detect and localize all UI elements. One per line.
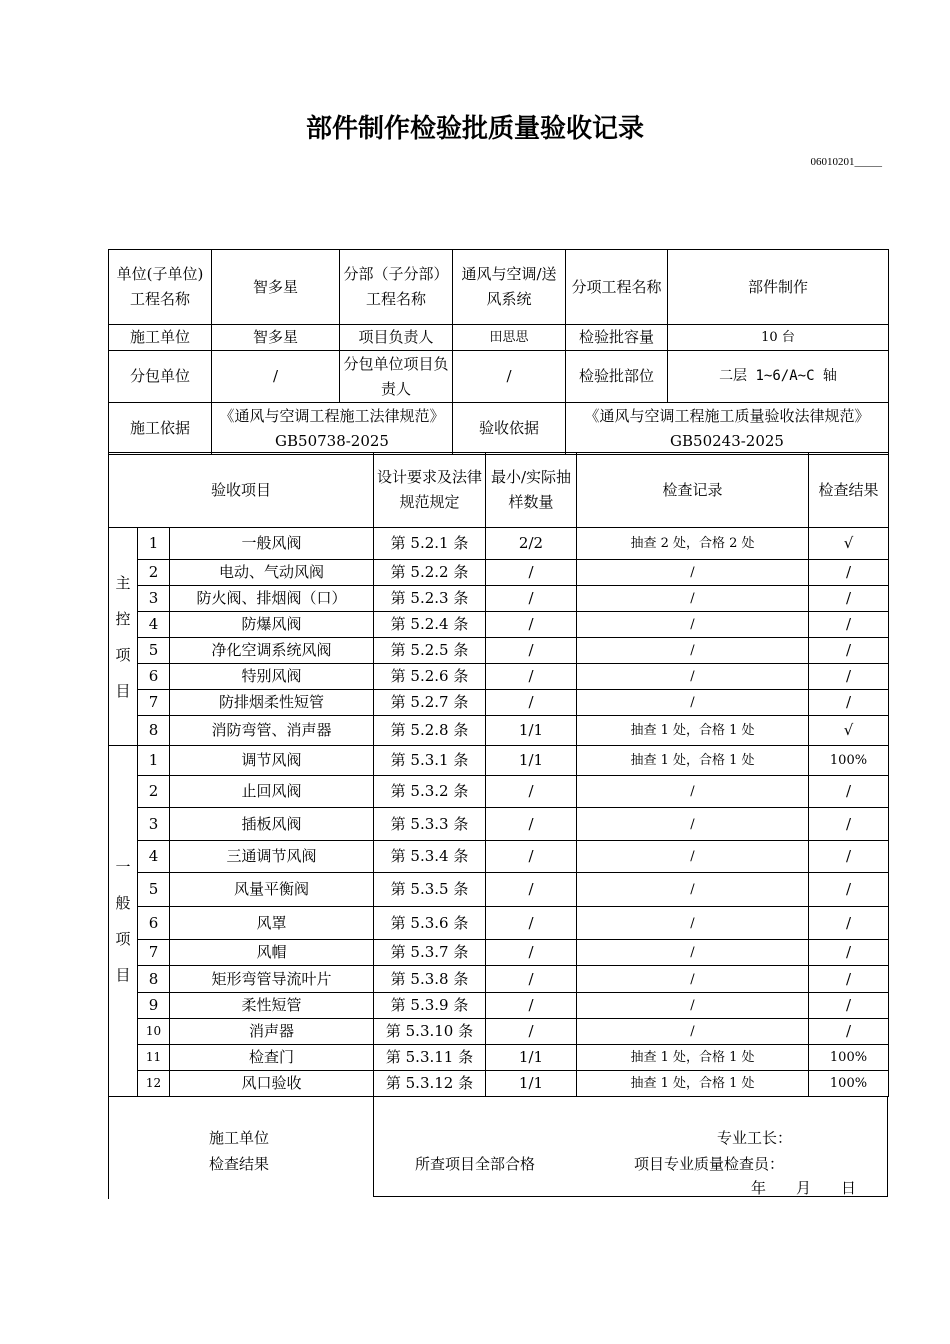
item-result: / (809, 776, 889, 808)
item-number: 12 (138, 1071, 170, 1097)
table-row (109, 873, 889, 907)
item-clause: 第 5.2.6 条 (374, 664, 486, 690)
item-result: / (809, 808, 889, 841)
table-row (109, 1071, 889, 1097)
item-record: / (577, 993, 809, 1019)
item-result: / (809, 940, 889, 966)
header-sample: 最小/实际抽样数量 (486, 453, 577, 528)
item-record: / (577, 841, 809, 873)
batch-capacity-value: 10 台 (668, 325, 889, 351)
item-sample: / (486, 612, 577, 638)
project-manager-label: 项目负责人 (340, 325, 453, 351)
item-number: 2 (138, 776, 170, 808)
item-record: / (577, 560, 809, 586)
batch-location-value: 二层 1~6/A~C 轴 (668, 351, 889, 403)
item-result: / (809, 612, 889, 638)
item-clause: 第 5.3.3 条 (374, 808, 486, 841)
item-sample: / (486, 1019, 577, 1045)
item-result: / (809, 841, 889, 873)
acceptance-basis-label: 验收依据 (453, 403, 566, 455)
item-number: 9 (138, 993, 170, 1019)
item-name: 调节风阀 (170, 746, 374, 776)
item-sample: 2/2 (486, 528, 577, 560)
item-record: 抽查 1 处，合格 1 处 (577, 746, 809, 776)
item-name: 防火阀、排烟阀（口） (170, 586, 374, 612)
item-sample: 1/1 (486, 746, 577, 776)
group-label-char: 项 (115, 930, 131, 948)
group-label-char: 主 (115, 573, 131, 592)
item-record: / (577, 907, 809, 940)
table-row (109, 1019, 889, 1045)
group-label-char: 目 (115, 966, 131, 984)
table-row (109, 716, 889, 746)
item-number: 2 (138, 560, 170, 586)
item-sample: / (486, 808, 577, 841)
inspection-table (108, 452, 889, 1097)
footer-label-cell (108, 1096, 374, 1199)
table-row (109, 808, 889, 841)
item-record: 抽查 1 处，合格 1 处 (577, 1045, 809, 1071)
subcontractor-label: 分包单位 (109, 351, 212, 403)
table-row (109, 1045, 889, 1071)
item-name: 止回风阀 (170, 776, 374, 808)
item-name: 特别风阀 (170, 664, 374, 690)
item-result: √ (809, 716, 889, 746)
footer-conclusion: 所查项目全部合格 (415, 1155, 536, 1173)
table-row (109, 746, 889, 776)
item-record: / (577, 638, 809, 664)
item-clause: 第 5.3.1 条 (374, 746, 486, 776)
item-sample: / (486, 586, 577, 612)
item-name: 柔性短管 (170, 993, 374, 1019)
item-clause: 第 5.3.11 条 (374, 1045, 486, 1071)
table-row (109, 841, 889, 873)
item-name: 三通调节风阀 (170, 841, 374, 873)
subitem-value: 部件制作 (668, 250, 889, 325)
item-clause: 第 5.2.2 条 (374, 560, 486, 586)
item-clause: 第 5.2.1 条 (374, 528, 486, 560)
item-number: 4 (138, 612, 170, 638)
date-label: 年 月 日 (751, 1179, 857, 1197)
item-clause: 第 5.3.9 条 (374, 993, 486, 1019)
item-record: / (577, 873, 809, 907)
item-record: / (577, 940, 809, 966)
item-name: 风口验收 (170, 1071, 374, 1097)
item-sample: 1/1 (486, 716, 577, 746)
item-sample: / (486, 993, 577, 1019)
item-number: 3 (138, 586, 170, 612)
item-name: 消声器 (170, 1019, 374, 1045)
footer-section (108, 1096, 888, 1198)
table-row (109, 560, 889, 586)
acceptance-basis-value: 《通风与空调工程施工质量验收法律规范》GB50243-2025 (566, 403, 889, 455)
item-result: 100% (809, 1071, 889, 1097)
item-record: / (577, 586, 809, 612)
subdivision-label: 分部（子分部）工程名称 (340, 250, 453, 325)
header-item: 验收项目 (109, 453, 374, 528)
project-manager-value: 田思思 (453, 325, 566, 351)
table-row (109, 638, 889, 664)
item-sample: / (486, 560, 577, 586)
item-sample: 1/1 (486, 1045, 577, 1071)
table-row (109, 940, 889, 966)
table-row (109, 966, 889, 993)
construction-basis-label: 施工依据 (109, 403, 212, 455)
item-result: / (809, 966, 889, 993)
item-number: 7 (138, 940, 170, 966)
item-number: 8 (138, 966, 170, 993)
footer-label-line2: 检查结果 (209, 1155, 270, 1173)
item-name: 矩形弯管导流叶片 (170, 966, 374, 993)
item-number: 6 (138, 664, 170, 690)
item-record: / (577, 966, 809, 993)
item-number: 7 (138, 690, 170, 716)
contractor-label: 施工单位 (109, 325, 212, 351)
item-result: / (809, 586, 889, 612)
construction-basis-value: 《通风与空调工程施工法律规范》GB50738-2025 (212, 403, 453, 455)
item-name: 防爆风阀 (170, 612, 374, 638)
item-sample: / (486, 940, 577, 966)
subcontractor-pm-label: 分包单位项目负责人 (340, 351, 453, 403)
item-number: 1 (138, 746, 170, 776)
item-clause: 第 5.3.2 条 (374, 776, 486, 808)
header-result: 检查结果 (809, 453, 889, 528)
item-record: / (577, 808, 809, 841)
item-record: / (577, 1019, 809, 1045)
table-row (109, 776, 889, 808)
item-record: / (577, 664, 809, 690)
item-record: / (577, 612, 809, 638)
item-name: 消防弯管、消声器 (170, 716, 374, 746)
item-record: 抽查 1 处，合格 1 处 (577, 1071, 809, 1097)
item-result: / (809, 638, 889, 664)
subcontractor-value: / (212, 351, 340, 403)
item-record: 抽查 1 处，合格 1 处 (577, 716, 809, 746)
table-row (109, 612, 889, 638)
table-row (109, 528, 889, 560)
item-result: / (809, 690, 889, 716)
item-clause: 第 5.2.7 条 (374, 690, 486, 716)
item-clause: 第 5.3.7 条 (374, 940, 486, 966)
main-control-group-label (109, 528, 138, 746)
item-sample: / (486, 873, 577, 907)
group-label-char: 目 (115, 681, 131, 700)
item-sample: / (486, 907, 577, 940)
inspector-label: 项目专业质量检查员： (634, 1155, 785, 1173)
item-record: / (577, 776, 809, 808)
group-label-char: 一 (115, 858, 131, 876)
item-sample: / (486, 664, 577, 690)
item-clause: 第 5.3.12 条 (374, 1071, 486, 1097)
unit-value: 智多星 (212, 250, 340, 325)
table-row (109, 690, 889, 716)
item-clause: 第 5.2.5 条 (374, 638, 486, 664)
item-result: √ (809, 528, 889, 560)
subitem-label: 分项工程名称 (566, 250, 668, 325)
item-sample: 1/1 (486, 1071, 577, 1097)
item-clause: 第 5.3.5 条 (374, 873, 486, 907)
item-sample: / (486, 966, 577, 993)
item-name: 检查门 (170, 1045, 374, 1071)
item-clause: 第 5.2.8 条 (374, 716, 486, 746)
item-clause: 第 5.3.6 条 (374, 907, 486, 940)
item-name: 插板风阀 (170, 808, 374, 841)
item-clause: 第 5.3.10 条 (374, 1019, 486, 1045)
contractor-value: 智多星 (212, 325, 340, 351)
item-clause: 第 5.2.4 条 (374, 612, 486, 638)
item-result: 100% (809, 746, 889, 776)
item-result: / (809, 907, 889, 940)
table-row (109, 993, 889, 1019)
item-number: 5 (138, 873, 170, 907)
subdivision-value: 通风与空调/送风系统 (453, 250, 566, 325)
batch-capacity-label: 检验批容量 (566, 325, 668, 351)
batch-location-label: 检验批部位 (566, 351, 668, 403)
item-clause: 第 5.3.8 条 (374, 966, 486, 993)
item-result: 100% (809, 1045, 889, 1071)
info-table (108, 249, 889, 455)
group-label-char: 般 (115, 894, 131, 912)
item-name: 一般风阀 (170, 528, 374, 560)
document-code: 06010201_____ (810, 156, 882, 168)
item-number: 8 (138, 716, 170, 746)
item-number: 1 (138, 528, 170, 560)
table-row (109, 664, 889, 690)
item-sample: / (486, 690, 577, 716)
header-record: 检查记录 (577, 453, 809, 528)
item-number: 6 (138, 907, 170, 940)
item-number: 5 (138, 638, 170, 664)
item-record: 抽查 2 处，合格 2 处 (577, 528, 809, 560)
group-label-char: 控 (115, 609, 131, 628)
group-label-char: 项 (115, 645, 131, 664)
table-row (109, 907, 889, 940)
item-number: 4 (138, 841, 170, 873)
item-result: / (809, 1019, 889, 1045)
item-sample: / (486, 638, 577, 664)
item-sample: / (486, 776, 577, 808)
item-name: 防排烟柔性短管 (170, 690, 374, 716)
item-number: 3 (138, 808, 170, 841)
item-result: / (809, 664, 889, 690)
item-name: 风量平衡阀 (170, 873, 374, 907)
footer-content-cell (373, 1096, 888, 1197)
unit-label: 单位(子单位)工程名称 (109, 250, 212, 325)
foreman-label: 专业工长： (717, 1129, 793, 1147)
item-name: 净化空调系统风阀 (170, 638, 374, 664)
item-result: / (809, 993, 889, 1019)
header-design: 设计要求及法律规范规定 (374, 453, 486, 528)
item-sample: / (486, 841, 577, 873)
subcontractor-pm-value: / (453, 351, 566, 403)
footer-label-line1: 施工单位 (209, 1129, 270, 1147)
item-number: 11 (138, 1045, 170, 1071)
item-name: 风罩 (170, 907, 374, 940)
item-name: 风帽 (170, 940, 374, 966)
table-row (109, 586, 889, 612)
item-clause: 第 5.3.4 条 (374, 841, 486, 873)
item-name: 电动、气动风阀 (170, 560, 374, 586)
item-number: 10 (138, 1019, 170, 1045)
item-clause: 第 5.2.3 条 (374, 586, 486, 612)
general-group-label (109, 746, 138, 1097)
item-record: / (577, 690, 809, 716)
item-result: / (809, 560, 889, 586)
item-result: / (809, 873, 889, 907)
page-title: 部件制作检验批质量验收记录 (305, 114, 644, 144)
